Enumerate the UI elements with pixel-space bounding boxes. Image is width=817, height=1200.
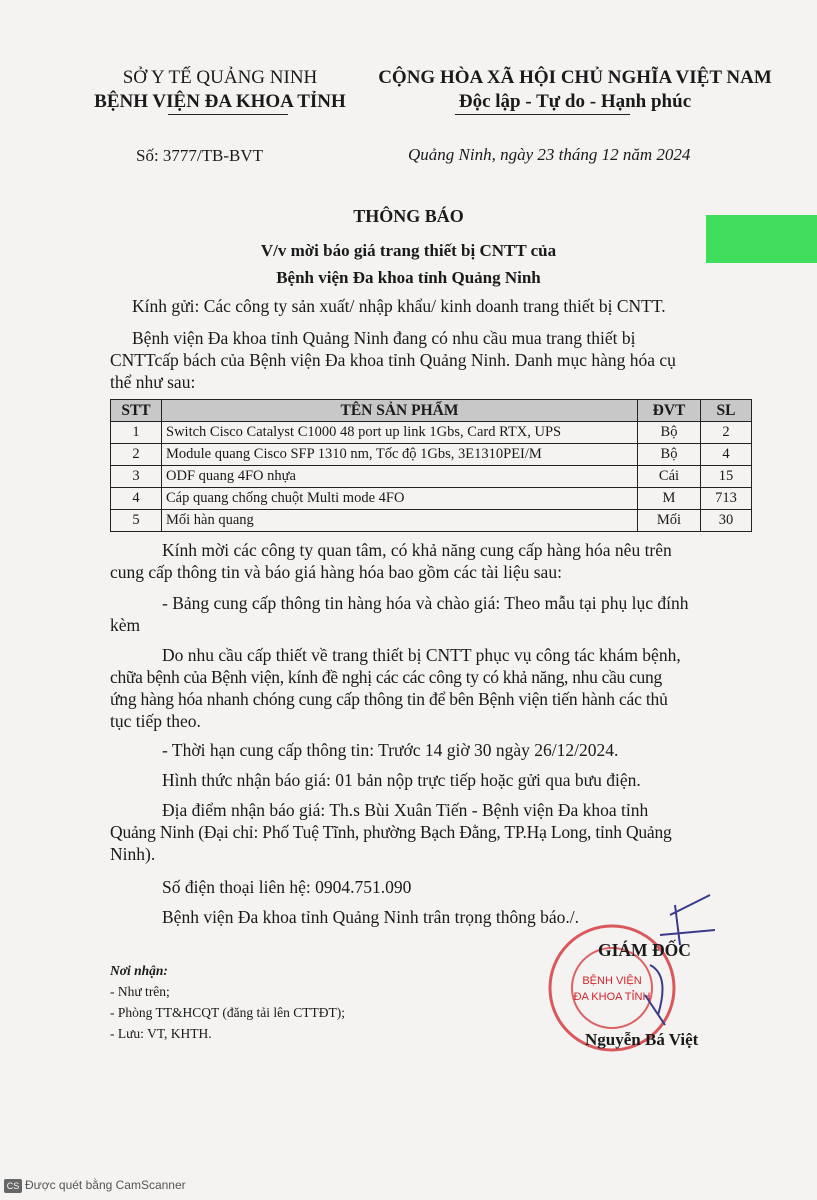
closing-text: Bệnh viện Đa khoa tỉnh Quảng Ninh trân trọng thông báo./. bbox=[162, 907, 580, 927]
recipient-item: - Như trên; bbox=[110, 984, 170, 999]
urgent-line: chữa bệnh của Bệnh viện, kính đề nghị các các công ty có khả năng, nhu cầu cung bbox=[110, 667, 662, 687]
divider bbox=[168, 114, 288, 115]
seal-text: BỆNH VIỆN bbox=[582, 975, 642, 987]
invite-line: cung cấp thông tin và báo giá hàng hóa bao gồm các tài liệu sau: bbox=[110, 562, 562, 582]
cell-unit: Bộ bbox=[638, 444, 701, 466]
invite-line: Kính mời các công ty quan tâm, có khả năng cung cấp hàng hóa nêu trên bbox=[162, 540, 672, 560]
cell-product: Module quang Cisco SFP 1310 nm, Tốc độ 1Gbs, 3E1310PEI/M bbox=[162, 444, 638, 466]
cell-unit: Cái bbox=[638, 466, 701, 488]
recipient-item: - Lưu: VT, KHTH. bbox=[110, 1026, 212, 1041]
cell-qty: 30 bbox=[701, 510, 752, 532]
scanner-text: Được quét bằng CamScanner bbox=[25, 1178, 186, 1192]
intro-line: Bệnh viện Đa khoa tỉnh Quảng Ninh đang có nhu cầu mua trang thiết bị bbox=[132, 328, 636, 348]
table-row bbox=[111, 466, 752, 488]
urgent-line: ứng hàng hóa nhanh chóng cung cấp thông tin để bên Bệnh viện tiến hành các thủ bbox=[110, 689, 668, 709]
cell-stt: 1 bbox=[111, 422, 162, 444]
scanner-watermark bbox=[4, 1178, 186, 1193]
table-row bbox=[111, 444, 752, 466]
document-date: Quảng Ninh, ngày 23 tháng 12 năm 2024 bbox=[408, 145, 691, 164]
place-line: Quảng Ninh (Đại chỉ: Phố Tuệ Tĩnh, phường Bạch Đằng, TP.Hạ Long, tỉnh Quảng bbox=[110, 822, 672, 842]
recipients-heading: Nơi nhận: bbox=[110, 963, 168, 978]
document-title: THÔNG BÁO bbox=[353, 206, 464, 226]
cell-unit: Bộ bbox=[638, 422, 701, 444]
cell-stt: 4 bbox=[111, 488, 162, 510]
cell-product: Switch Cisco Catalyst C1000 48 port up link 1Gbs, Card RTX, UPS bbox=[162, 422, 638, 444]
greeting: Kính gửi: Các công ty sản xuất/ nhập khẩu/ kinh doanh trang thiết bị CNTT. bbox=[132, 296, 666, 316]
divider bbox=[455, 114, 630, 115]
col-header-unit: ĐVT bbox=[638, 400, 701, 422]
col-header-stt: STT bbox=[111, 400, 162, 422]
motto: Độc lập - Tự do - Hạnh phúc bbox=[458, 91, 692, 112]
items-table bbox=[110, 399, 752, 532]
header-left bbox=[70, 66, 370, 114]
cell-product: Cáp quang chống chuột Multi mode 4FO bbox=[162, 488, 638, 510]
cell-unit: Mối bbox=[638, 510, 701, 532]
cell-unit: M bbox=[638, 488, 701, 510]
intro-line: thể như sau: bbox=[110, 372, 196, 392]
document-subtitle: V/v mời báo giá trang thiết bị CNTT của bbox=[260, 241, 557, 260]
hospital-name: BỆNH VIỆN ĐA KHOA TỈNH bbox=[94, 91, 346, 112]
phone-text: Số điện thoại liên hệ: 0904.751.090 bbox=[162, 877, 412, 897]
table-row bbox=[111, 488, 752, 510]
deadline-text: - Thời hạn cung cấp thông tin: Trước 14 giờ 30 ngày 26/12/2024. bbox=[162, 740, 619, 760]
col-header-product: TÊN SẢN PHẨM bbox=[162, 400, 638, 422]
cell-product: Mối hàn quang bbox=[162, 510, 638, 532]
document-number: Số: 3777/TB-BVT bbox=[136, 146, 264, 165]
cell-stt: 3 bbox=[111, 466, 162, 488]
table-row bbox=[111, 422, 752, 444]
col-header-qty: SL bbox=[701, 400, 752, 422]
table-row bbox=[111, 510, 752, 532]
recipients-block bbox=[110, 960, 345, 1044]
cell-qty: 15 bbox=[701, 466, 752, 488]
signer-title: GIÁM ĐỐC bbox=[598, 940, 691, 960]
document-subtitle-2: Bệnh viện Đa khoa tỉnh Quảng Ninh bbox=[276, 268, 541, 287]
department-name: SỞ Y TẾ QUẢNG NINH bbox=[122, 67, 318, 88]
cell-qty: 4 bbox=[701, 444, 752, 466]
cell-product: ODF quang 4FO nhựa bbox=[162, 466, 638, 488]
place-line: Địa điểm nhận báo giá: Th.s Bùi Xuân Tiến - Bệnh viện Đa khoa tỉnh bbox=[162, 800, 649, 820]
urgent-line: tục tiếp theo. bbox=[110, 711, 201, 731]
cell-qty: 713 bbox=[701, 488, 752, 510]
urgent-line: Do nhu cầu cấp thiết về trang thiết bị CNTT phục vụ công tác khám bệnh, bbox=[162, 645, 681, 665]
recipient-item: - Phòng TT&HCQT (đăng tải lên CTTĐT); bbox=[110, 1005, 345, 1020]
place-line: Ninh). bbox=[110, 844, 156, 864]
cell-stt: 5 bbox=[111, 510, 162, 532]
table-header-row bbox=[111, 400, 752, 422]
doc-line: - Bảng cung cấp thông tin hàng hóa và chào giá: Theo mẫu tại phụ lục đính bbox=[162, 593, 689, 613]
seal-text: ĐA KHOA TỈNH bbox=[573, 991, 651, 1003]
camscanner-icon: CS bbox=[4, 1179, 22, 1193]
republic-name: CỘNG HÒA XÃ HỘI CHỦ NGHĨA VIỆT NAM bbox=[378, 67, 772, 88]
cell-qty: 2 bbox=[701, 422, 752, 444]
method-text: Hình thức nhận báo giá: 01 bản nộp trực tiếp hoặc gửi qua bưu điện. bbox=[162, 770, 641, 790]
signer-name: Nguyễn Bá Việt bbox=[585, 1030, 699, 1049]
intro-line: CNTTcấp bách của Bệnh viện Đa khoa tỉnh Quảng Ninh. Danh mục hàng hóa cụ bbox=[110, 350, 676, 370]
cell-stt: 2 bbox=[111, 444, 162, 466]
doc-line: kèm bbox=[110, 615, 141, 635]
header-right bbox=[340, 66, 810, 114]
